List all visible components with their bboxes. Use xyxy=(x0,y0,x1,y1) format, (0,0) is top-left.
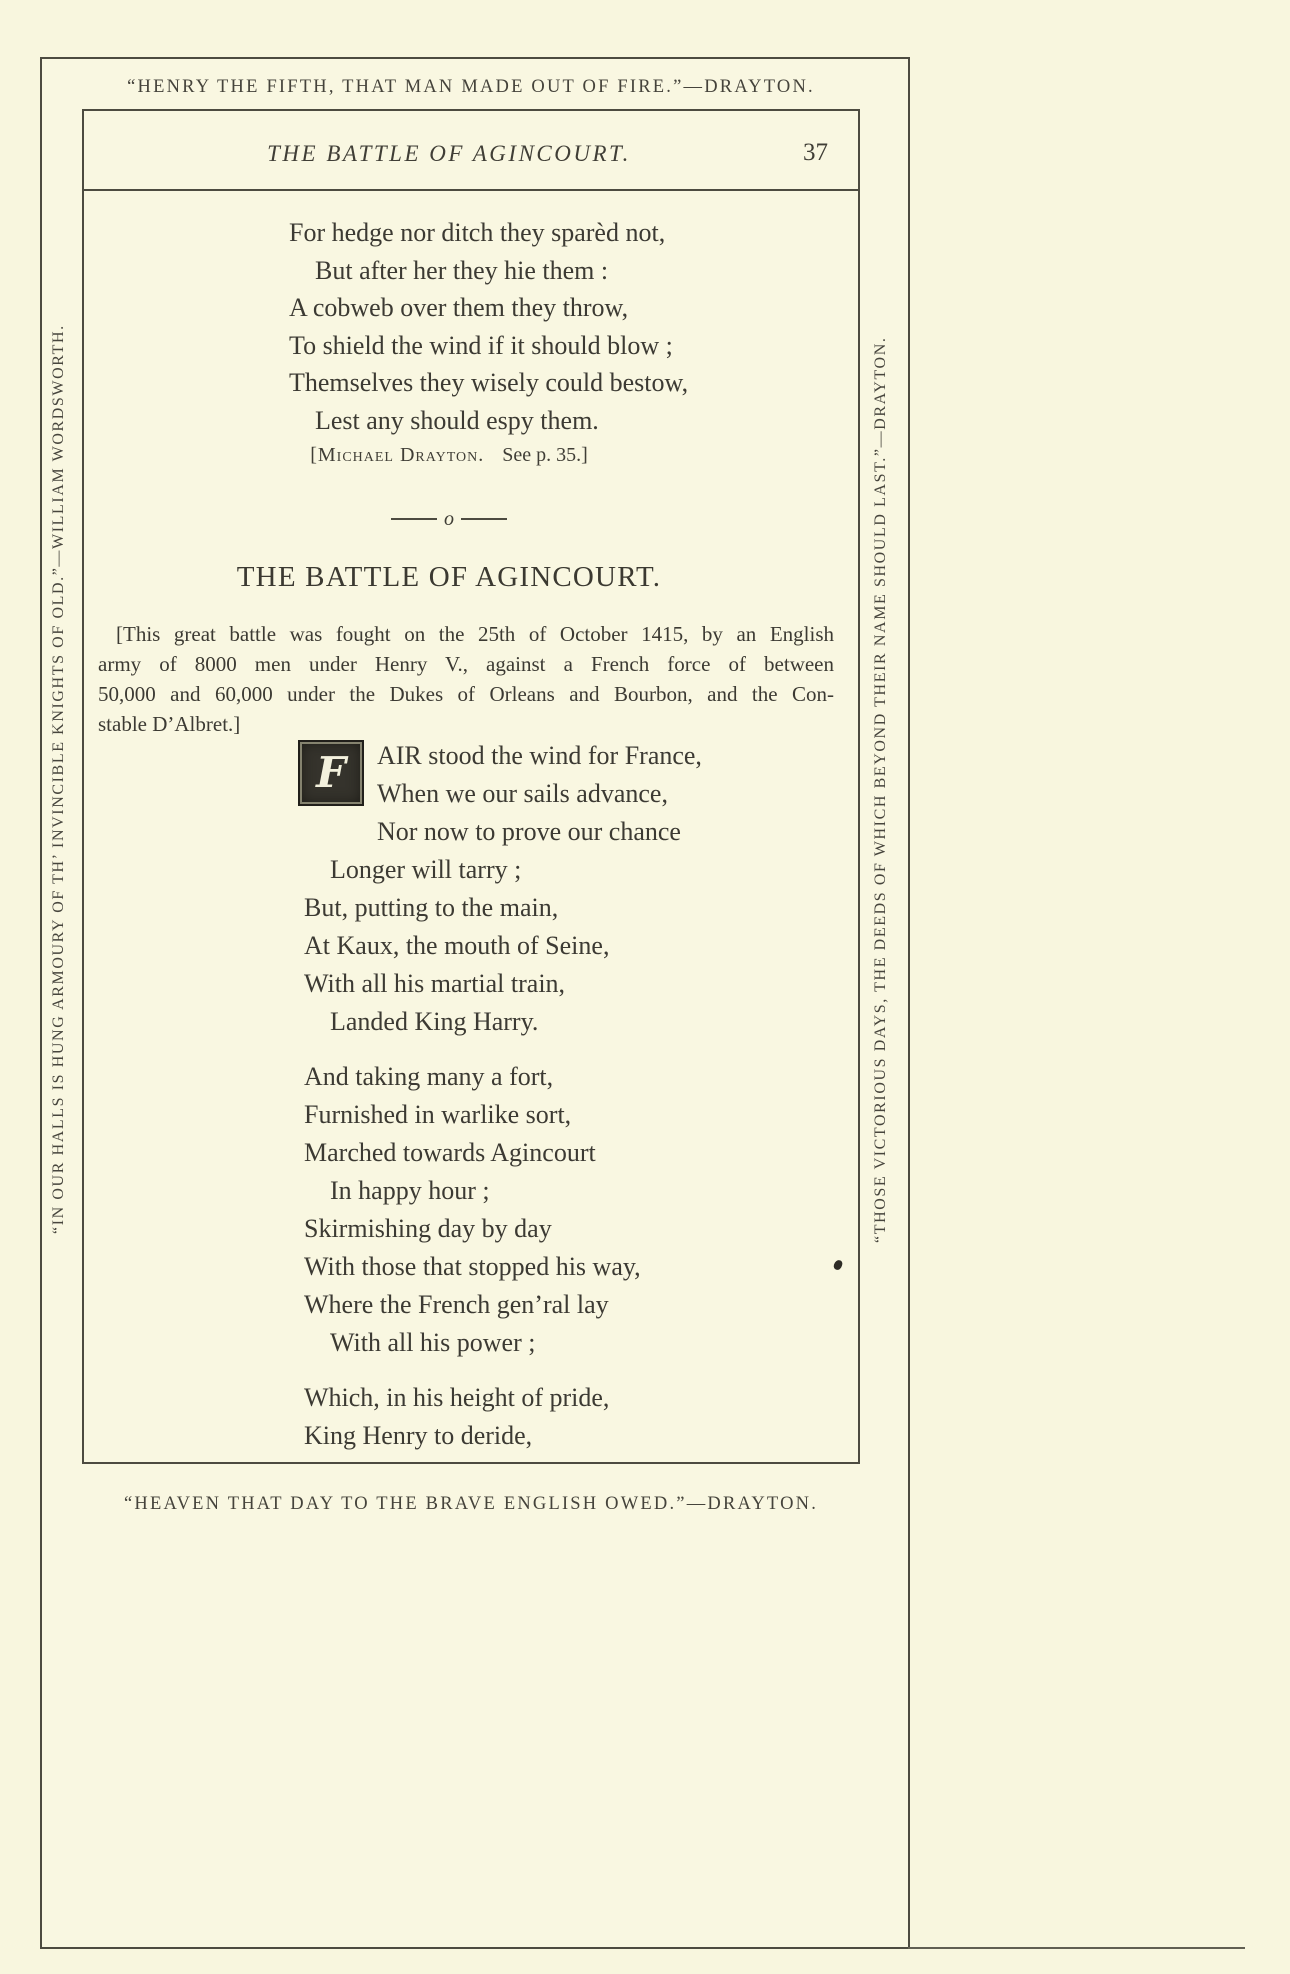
poem-line: Lest any should espy them. xyxy=(315,405,599,435)
attribution-ref: See p. 35.] xyxy=(502,444,588,466)
poem-stanza xyxy=(304,1379,702,1455)
intro-line: 50,000 and 60,000 under the Dukes of Orleans and Bourbon, and the Con- xyxy=(98,682,834,706)
intro-line: army of 8000 men under Henry V., against a French force of between xyxy=(98,652,834,676)
poem-line: King Henry to deride, xyxy=(304,1421,533,1450)
poem-line: But, putting to the main, xyxy=(304,893,559,922)
divider-rule xyxy=(391,518,437,520)
poem-line: With those that stopped his way, xyxy=(304,1252,641,1281)
running-title: THE BATTLE OF AGINCOURT. xyxy=(267,141,631,166)
poem-line: Where the French gen’ral lay xyxy=(304,1290,609,1319)
left-margin-quote: “IN OUR HALLS IS HUNG ARMOURY OF TH’ INVINCIBLE KNIGHTS OF OLD.”—WILLIAM WORDSWORTH. xyxy=(50,324,67,1235)
poem-line: Themselves they wisely could bestow, xyxy=(289,368,689,397)
intro-note xyxy=(98,619,834,739)
poem-line: To shield the wind if it should blow ; xyxy=(289,330,673,360)
intro-line: [This great battle was fought on the 25th of October 1415, by an English xyxy=(116,622,834,646)
content-box xyxy=(82,109,860,1464)
divider-ornament: o xyxy=(444,508,454,530)
poem-stanza xyxy=(304,1058,702,1362)
section-divider xyxy=(84,509,814,529)
closing-stanza xyxy=(289,214,688,439)
poem-body xyxy=(304,737,702,1455)
poem-line: Landed King Harry. xyxy=(330,1007,539,1036)
poem-line: Which, in his height of pride, xyxy=(304,1383,610,1412)
header-rule xyxy=(82,189,860,191)
intro-line: stable D’Albret.] xyxy=(98,712,241,736)
poem-line: For hedge nor ditch they sparèd not, xyxy=(289,218,666,247)
poem-line: Marched towards Agincourt xyxy=(304,1138,596,1167)
poem-line: Nor now to prove our chance xyxy=(377,817,681,846)
poem-line: Longer will tarry ; xyxy=(330,855,522,884)
poem-line: With all his martial train, xyxy=(304,969,566,998)
right-margin-quote: “THOSE VICTORIOUS DAYS, THE DEEDS OF WHICH BEYOND THEIR NAME SHOULD LAST.”—DRAYTON. xyxy=(872,336,889,1243)
divider-rule xyxy=(461,518,507,520)
attribution xyxy=(84,444,814,467)
poem-line: Furnished in warlike sort, xyxy=(304,1100,572,1129)
poem-line: A cobweb over them they throw, xyxy=(289,293,629,322)
poem-line: Skirmishing day by day xyxy=(304,1214,552,1243)
poem-line: When we our sails advance, xyxy=(377,779,668,808)
top-margin-quote: “HENRY THE FIFTH, THAT MAN MADE OUT OF FIRE.”—DRAYTON. xyxy=(127,77,815,97)
page-edge-line xyxy=(908,1947,1245,1949)
poem-line: With all his power ; xyxy=(330,1328,536,1357)
poem-line: AIR stood the wind for France, xyxy=(377,741,702,770)
attribution-name: [Michael Drayton. xyxy=(310,444,485,466)
bottom-margin-quote: “HEAVEN THAT DAY TO THE BRAVE ENGLISH OWED.”—DRAYTON. xyxy=(123,1494,819,1514)
page-frame xyxy=(40,57,910,1949)
poem-line: At Kaux, the mouth of Seine, xyxy=(304,931,610,960)
page-number: 37 xyxy=(803,139,828,166)
poem-line: But after her they hie them : xyxy=(315,255,609,285)
drop-cap-initial: F xyxy=(298,740,364,806)
poem-line: And taking many a fort, xyxy=(304,1062,554,1091)
poem-title: THE BATTLE OF AGINCOURT. xyxy=(236,561,662,593)
poem-line: In happy hour ; xyxy=(330,1176,490,1205)
